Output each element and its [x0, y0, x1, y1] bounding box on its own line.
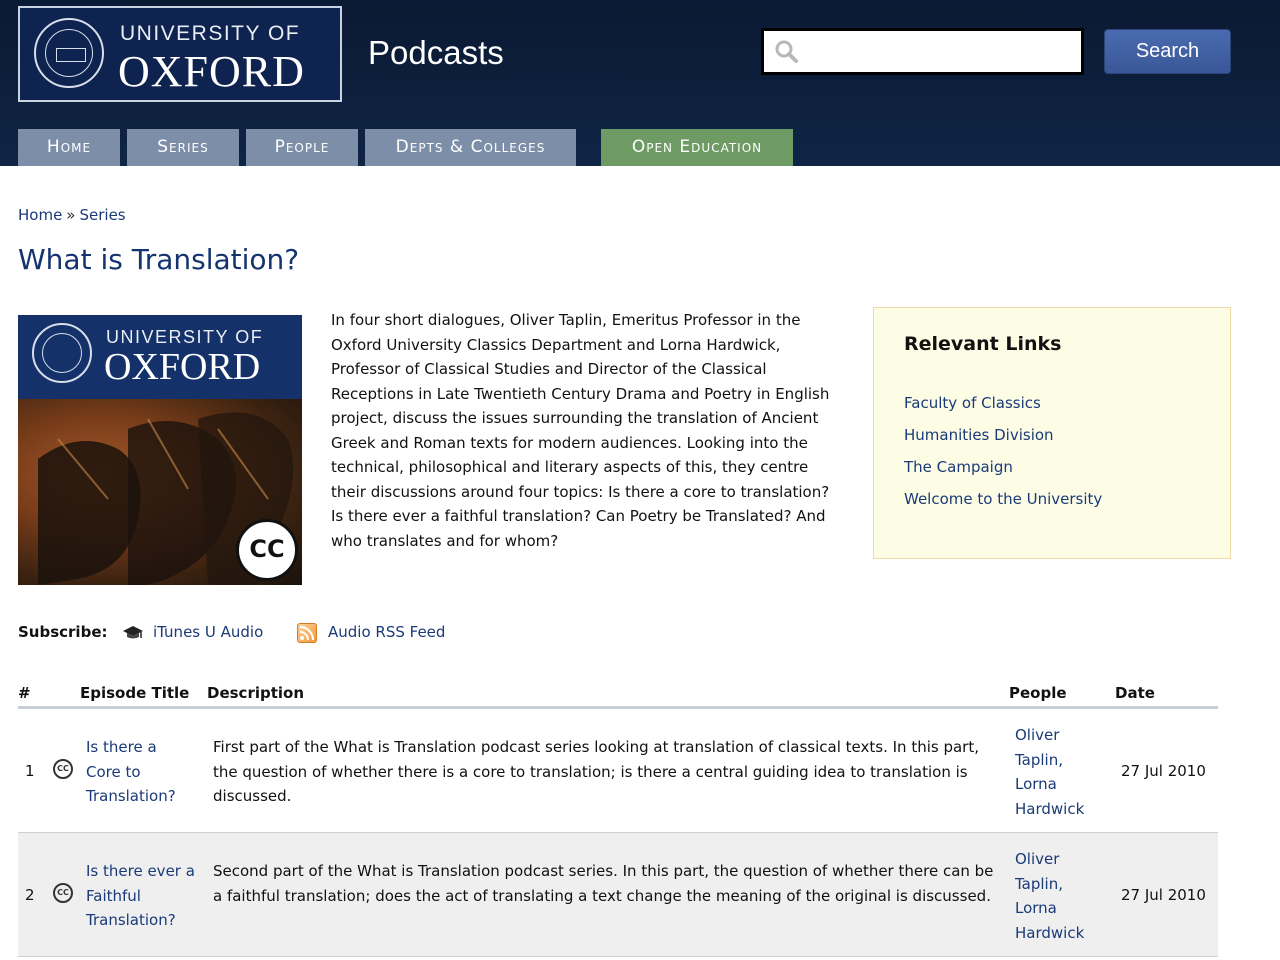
- link-faculty-of-classics[interactable]: Faculty of Classics: [904, 394, 1041, 412]
- search-icon: [774, 39, 798, 63]
- page-title: What is Translation?: [18, 243, 300, 276]
- episode-description: Second part of the What is Translation podcast series. In this part, the question of whether there can be a faithful translation; does the act of translating a text change the meaning of the original is discussed.: [213, 862, 994, 905]
- site-title[interactable]: Podcasts: [368, 34, 504, 71]
- series-description: In four short dialogues, Oliver Taplin, Emeritus Professor in the Oxford University Classics Department and Lorna Hardwick, Professor of Classical Studies and Director of the Classical Receptions in Late Twentieth Century Drama and Poetry in English project, discuss the issues surrounding the translation of Ancient Greek and Roman texts for modern audiences. Looking into the technical, philosophical and literary aspects of this, they centre their discussions around four topics: Is there a core to translation? Is there ever a faithful translation? Can Poetry be Translated? And who translates and for whom?: [331, 311, 830, 550]
- breadcrumb-series[interactable]: Series: [79, 206, 126, 224]
- university-logo[interactable]: [18, 6, 342, 102]
- search-box[interactable]: [761, 28, 1084, 75]
- nav-tab-people[interactable]: People: [246, 129, 358, 166]
- episode-number: 1: [25, 762, 35, 780]
- nav-tab-series[interactable]: Series: [127, 129, 239, 166]
- header-description: Description: [207, 684, 305, 702]
- cover-line2: OXFORD: [104, 346, 261, 388]
- logo-line1: UNIVERSITY OF: [120, 22, 301, 45]
- episode-date: 27 Jul 2010: [1121, 762, 1206, 780]
- nav-tab-home[interactable]: Home: [18, 129, 120, 166]
- creative-commons-icon: CC: [236, 519, 298, 581]
- subscribe-label: Subscribe:: [18, 623, 108, 641]
- episode-description: First part of the What is Translation podcast series looking at translation of classical texts. In this part, the question of whether there is a core to translation; is there a central guiding idea to translation is discussed.: [213, 738, 979, 805]
- site-header: [0, 0, 1280, 166]
- episode-number: 2: [25, 886, 35, 904]
- nav-tab-open-education[interactable]: Open Education: [601, 129, 793, 166]
- search-button[interactable]: Search: [1104, 29, 1231, 74]
- header-people: People: [1009, 684, 1067, 702]
- cover-crest-icon: [32, 323, 92, 383]
- cover-artwork: [18, 399, 302, 585]
- episode-title-link[interactable]: Is there a Core to Translation?: [86, 738, 176, 805]
- header-episode-title[interactable]: Episode Title: [80, 684, 190, 702]
- graduation-cap-icon: [122, 624, 144, 642]
- header-num: #: [18, 684, 31, 702]
- breadcrumb-home[interactable]: Home: [18, 206, 63, 224]
- main-nav: [0, 129, 1280, 166]
- link-humanities-division[interactable]: Humanities Division: [904, 426, 1054, 444]
- breadcrumb-separator: »: [66, 206, 76, 224]
- itunes-u-audio-link[interactable]: iTunes U Audio: [153, 623, 264, 641]
- audio-rss-feed-link[interactable]: Audio RSS Feed: [328, 623, 446, 641]
- episode-title-link[interactable]: Is there ever a Faithful Translation?: [86, 862, 195, 929]
- breadcrumb: [18, 206, 126, 224]
- cover-line1: UNIVERSITY OF: [106, 327, 264, 347]
- episode-date: 27 Jul 2010: [1121, 886, 1206, 904]
- creative-commons-icon: CC: [53, 759, 73, 779]
- link-welcome-to-university[interactable]: Welcome to the University: [904, 490, 1103, 508]
- episode-people-links[interactable]: Oliver Taplin, Lorna Hardwick: [1015, 726, 1085, 818]
- nav-tab-depts-colleges[interactable]: Depts & Colleges: [365, 129, 576, 166]
- cover-banner: [18, 315, 302, 399]
- series-cover-image: [18, 315, 302, 585]
- logo-line2: OXFORD: [118, 47, 305, 96]
- relevant-links-title: Relevant Links: [904, 333, 1062, 355]
- rss-icon: [297, 623, 317, 643]
- creative-commons-icon: CC: [53, 883, 73, 903]
- search-input[interactable]: [804, 37, 1074, 67]
- relevant-links-list: [904, 394, 1102, 522]
- relevant-links-box: [873, 307, 1231, 559]
- link-the-campaign[interactable]: The Campaign: [904, 458, 1013, 476]
- episode-people-links[interactable]: Oliver Taplin, Lorna Hardwick: [1015, 850, 1085, 942]
- table-row: [18, 709, 1218, 833]
- crest-icon: [34, 18, 104, 88]
- header-date[interactable]: Date: [1115, 684, 1155, 702]
- table-row: [18, 833, 1218, 957]
